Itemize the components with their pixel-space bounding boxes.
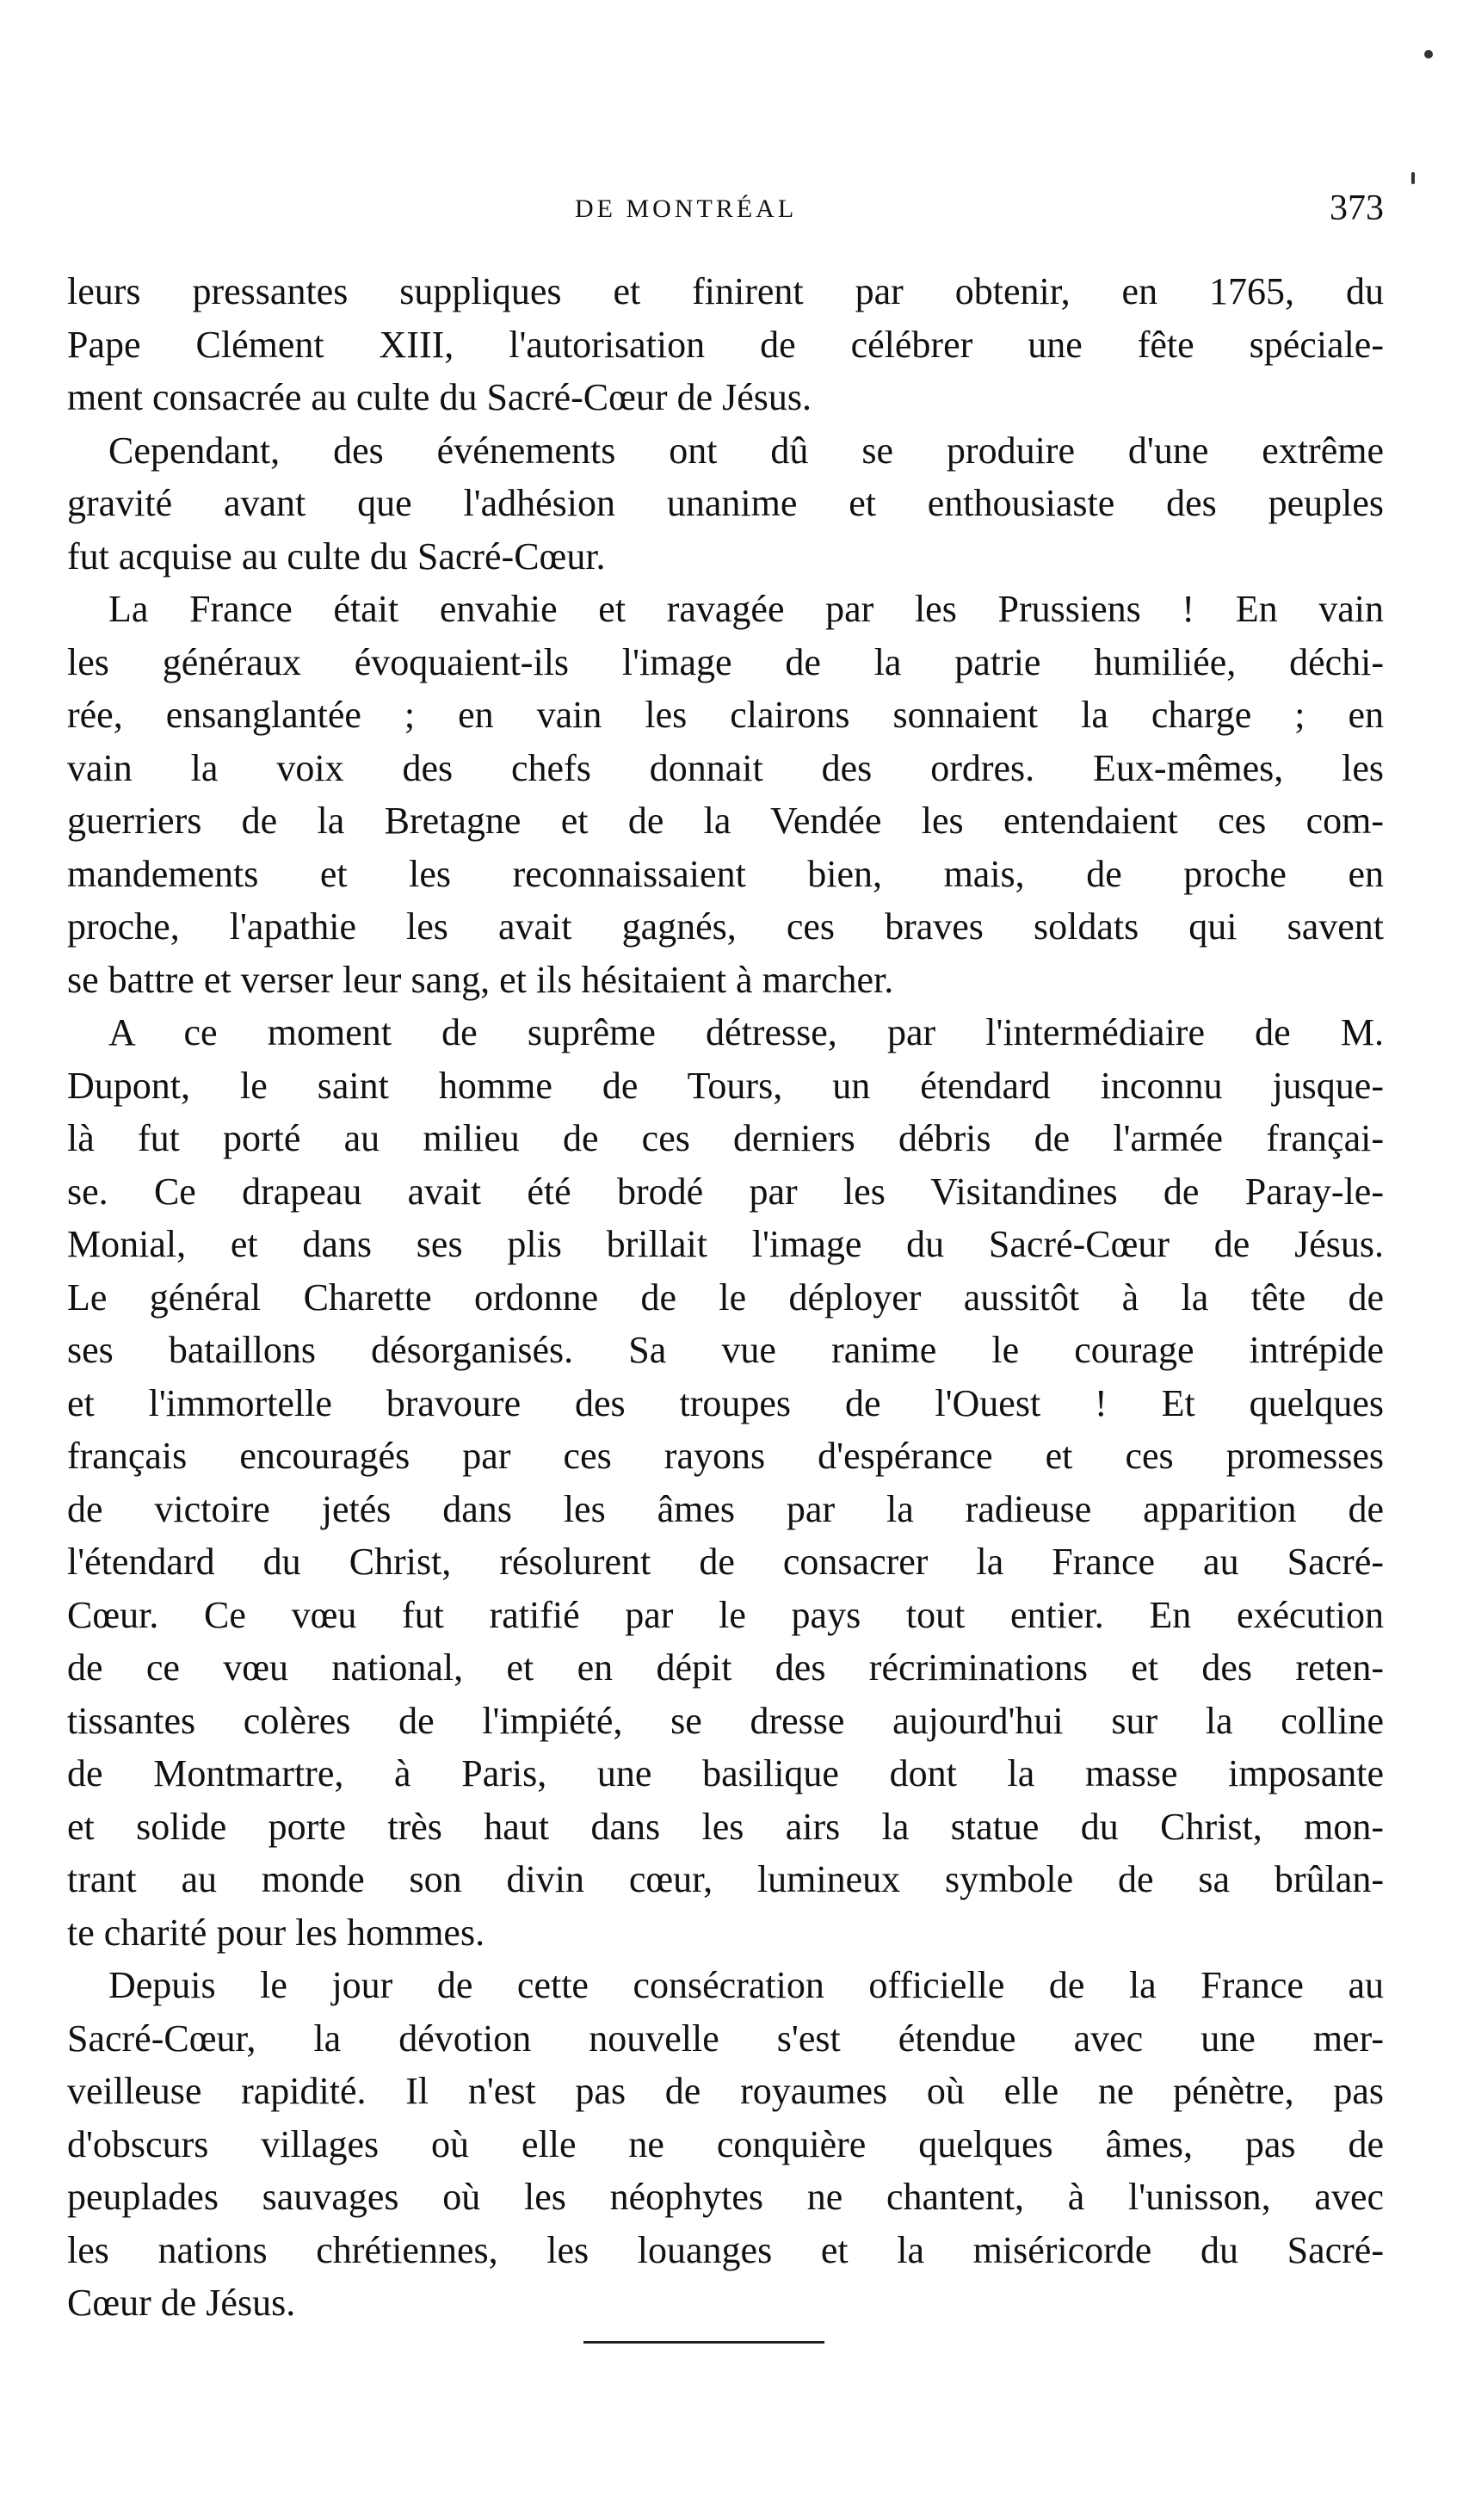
paragraph-1 xyxy=(67,265,1384,424)
text-line: Sacré-Cœur, la dévotion nouvelle s'est étendue avec une mer- xyxy=(67,2017,1384,2060)
paragraph-5 xyxy=(67,1959,1384,2330)
print-speck xyxy=(1424,50,1433,59)
text-line: peuplades sauvages où les néophytes ne chantent, à l'unisson, avec xyxy=(67,2176,1384,2218)
text-line: l'étendard du Christ, résolurent de consacrer la France au Sacré- xyxy=(67,1541,1384,1583)
text-line: Monial, et dans ses plis brillait l'image du Sacré-Cœur de Jésus. xyxy=(67,1223,1384,1265)
text-line: Depuis le jour de cette consécration officielle de la France au xyxy=(108,1964,1384,2006)
text-line: se. Ce drapeau avait été brodé par les Visitandines de Paray-le- xyxy=(67,1170,1384,1213)
text-line: rée, ensanglantée ; en vain les clairons sonnaient la charge ; en xyxy=(67,694,1384,736)
text-line: Pape Clément XIII, l'autorisation de célébrer une fête spéciale- xyxy=(67,323,1384,366)
text-line: d'obscurs villages où elle ne conquière quelques âmes, pas de xyxy=(67,2122,1384,2165)
text-line: leurs pressantes suppliques et finirent par obtenir, en 1765, du xyxy=(67,270,1384,312)
text-line: ses bataillons désorganisés. Sa vue ranime le courage intrépide xyxy=(67,1329,1384,1371)
text-line: Cœur. Ce vœu fut ratifié par le pays tout entier. En exécution xyxy=(67,1593,1384,1636)
text-line: gravité avant que l'adhésion unanime et enthousiaste des peuples xyxy=(67,482,1384,524)
text-line: se battre et verser leur sang, et ils hésitaient à marcher. xyxy=(67,958,894,1001)
text-line: de ce vœu national, et en dépit des récriminations et des reten- xyxy=(67,1646,1384,1689)
paragraph-3 xyxy=(67,583,1384,1006)
text-line: de victoire jetés dans les âmes par la radieuse apparition de xyxy=(67,1487,1384,1530)
print-speck xyxy=(1411,172,1415,184)
text-line: les généraux évoquaient-ils l'image de la patrie humiliée, déchi- xyxy=(67,640,1384,683)
text-line: ment consacrée au culte du Sacré-Cœur de Jésus. xyxy=(67,376,812,418)
text-line: trant au monde son divin cœur, lumineux symbole de sa brûlan- xyxy=(67,1858,1384,1900)
book-page xyxy=(67,0,1384,2520)
text-line: veilleuse rapidité. Il n'est pas de royaumes où elle ne pénètre, pas xyxy=(67,2070,1384,2112)
paragraph-2 xyxy=(67,424,1384,584)
text-line: guerriers de la Bretagne et de la Vendée les entendaient ces com- xyxy=(67,800,1384,842)
text-line: français encouragés par ces rayons d'espérance et ces promesses xyxy=(67,1435,1384,1477)
paragraph-4 xyxy=(67,1006,1384,1959)
text-line: tissantes colères de l'impiété, se dresse aujourd'hui sur la colline xyxy=(67,1699,1384,1742)
text-line: te charité pour les hommes. xyxy=(67,1911,485,1954)
text-line: Cœur de Jésus. xyxy=(67,2282,296,2324)
text-line: Cependant, des événements ont dû se produire d'une extrême xyxy=(108,429,1384,472)
page-header xyxy=(67,188,1384,239)
text-line: Dupont, le saint homme de Tours, un étendard inconnu jusque- xyxy=(67,1064,1384,1107)
text-line: proche, l'apathie les avait gagnés, ces braves soldats qui savent xyxy=(67,905,1384,948)
running-head: DE MONTRÉAL xyxy=(575,195,798,223)
page-number: 373 xyxy=(1330,188,1384,228)
text-line: mandements et les reconnaissaient bien, mais, de proche en xyxy=(67,852,1384,895)
body-text xyxy=(67,265,1384,2330)
text-line: là fut porté au milieu de ces derniers débris de l'armée françai- xyxy=(67,1117,1384,1159)
text-line: A ce moment de suprême détresse, par l'intermédiaire de M. xyxy=(108,1011,1384,1053)
text-line: les nations chrétiennes, les louanges et la miséricorde du Sacré- xyxy=(67,2228,1384,2271)
text-line: de Montmartre, à Paris, une basilique dont la masse imposante xyxy=(67,1752,1384,1794)
text-line: et solide porte très haut dans les airs la statue du Christ, mon- xyxy=(67,1805,1384,1848)
text-line: vain la voix des chefs donnait des ordres. Eux-mêmes, les xyxy=(67,746,1384,789)
text-line: Le général Charette ordonne de le déployer aussitôt à la tête de xyxy=(67,1275,1384,1319)
text-line: et l'immortelle bravoure des troupes de l'Ouest ! Et quelques xyxy=(67,1381,1384,1424)
text-line: La France était envahie et ravagée par les Prussiens ! En vain xyxy=(108,588,1384,630)
end-rule xyxy=(583,2341,824,2344)
text-line: fut acquise au culte du Sacré-Cœur. xyxy=(67,534,606,578)
